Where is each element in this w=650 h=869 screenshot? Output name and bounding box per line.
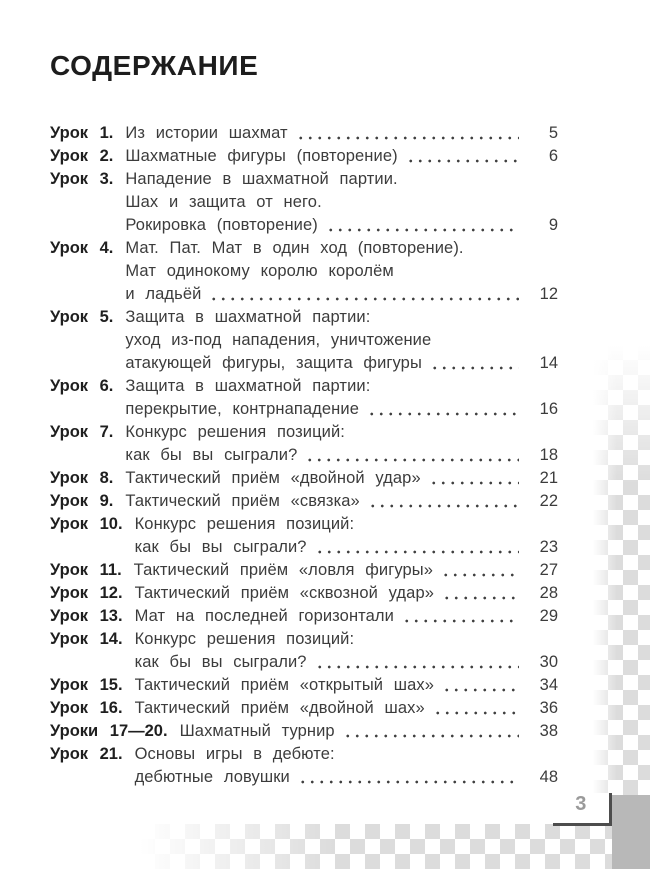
toc-line — [50, 421, 558, 444]
lesson-label: Урок 8. — [50, 469, 114, 487]
page-number: 23 — [539, 538, 558, 556]
lesson-title: Мат одинокому королю королём — [125, 262, 394, 280]
toc-line — [50, 306, 558, 329]
lesson-title: Мат. Пат. Мат в один ход (повторение). — [125, 239, 464, 257]
dot-leader — [296, 134, 519, 142]
toc-entry — [50, 513, 558, 559]
lesson-title: Конкурс решения позиций: — [134, 630, 355, 648]
lesson-title: Тактический приём «открытый шах» — [134, 676, 435, 694]
lesson-title: Шахматные фигуры (повторение) — [125, 147, 398, 165]
page-number: 14 — [539, 354, 558, 372]
lesson-title: Шах и защита от него. — [125, 193, 322, 211]
toc-line — [50, 191, 558, 214]
toc-line — [50, 674, 558, 697]
page-number-tab — [553, 793, 612, 826]
page-number: 29 — [539, 607, 558, 625]
dot-leader — [367, 410, 519, 418]
dot-leader — [209, 295, 519, 303]
toc-line — [50, 260, 558, 283]
page-number: 16 — [539, 400, 558, 418]
lesson-label: Урок 21. — [50, 745, 123, 763]
lesson-title: Защита в шахматной партии: — [125, 308, 371, 326]
lesson-title: и ладьёй — [125, 285, 202, 303]
lesson-title: Защита в шахматной партии: — [125, 377, 371, 395]
lesson-label: Урок 6. — [50, 377, 114, 395]
page-number: 28 — [539, 584, 558, 602]
lesson-label: Урок 9. — [50, 492, 114, 510]
toc-line — [50, 628, 558, 651]
lesson-label: Урок 13. — [50, 607, 123, 625]
toc-line — [50, 536, 558, 559]
lesson-title: Тактический приём «двойной шах» — [134, 699, 425, 717]
checker-strip-bottom — [140, 824, 612, 869]
toc-entry — [50, 237, 558, 306]
toc-line — [50, 375, 558, 398]
checker-fade-left — [140, 824, 335, 869]
lesson-label: Урок 15. — [50, 676, 123, 694]
toc-line — [50, 145, 558, 168]
page-number: 38 — [539, 722, 558, 740]
lesson-label: Урок 7. — [50, 423, 114, 441]
toc-line — [50, 237, 558, 260]
lesson-title: Основы игры в дебюте: — [134, 745, 335, 763]
toc-entry — [50, 375, 558, 421]
toc-line — [50, 122, 558, 145]
lesson-label: Урок 14. — [50, 630, 123, 648]
lesson-title: Тактический приём «двойной удар» — [125, 469, 421, 487]
lesson-title: Мат на последней горизонтали — [134, 607, 394, 625]
lesson-title: Тактический приём «связка» — [125, 492, 360, 510]
toc-entry — [50, 467, 558, 490]
toc-line — [50, 651, 558, 674]
lesson-title: Тактический приём «ловля фигуры» — [133, 561, 434, 579]
dot-leader — [430, 364, 519, 372]
lesson-label: Урок 5. — [50, 308, 114, 326]
toc-line — [50, 766, 558, 789]
checker-strip-right — [593, 345, 650, 795]
dot-leader — [442, 686, 519, 694]
toc-entry — [50, 490, 558, 513]
lesson-label: Урок 11. — [50, 561, 122, 579]
page-number: 22 — [539, 492, 558, 510]
toc-line — [50, 720, 558, 743]
toc-line — [50, 329, 558, 352]
toc-list — [50, 122, 558, 789]
lesson-title: Конкурс решения позиций: — [125, 423, 345, 441]
toc-line — [50, 490, 558, 513]
checker-fade-left — [593, 345, 617, 795]
toc-line — [50, 697, 558, 720]
dot-leader — [406, 157, 519, 165]
toc-line — [50, 559, 558, 582]
lesson-title: Конкурс решения позиций: — [134, 515, 355, 533]
toc-line — [50, 283, 558, 306]
page-title: СОДЕРЖАНИЕ — [50, 50, 259, 81]
lesson-label: Урок 4. — [50, 239, 114, 257]
toc-line — [50, 467, 558, 490]
toc-entry — [50, 697, 558, 720]
toc-entry — [50, 628, 558, 674]
toc-line — [50, 398, 558, 421]
dot-leader — [298, 778, 519, 786]
dot-leader — [402, 617, 519, 625]
page-number: 12 — [539, 285, 558, 303]
toc-line — [50, 214, 558, 237]
lesson-label: Урок 1. — [50, 124, 114, 142]
lesson-title: как бы вы сыграли? — [134, 538, 307, 556]
toc-entry — [50, 559, 558, 582]
lesson-label: Урок 16. — [50, 699, 123, 717]
lesson-label: Урок 12. — [50, 584, 123, 602]
page-number: 9 — [548, 216, 558, 234]
lesson-label: Урок 10. — [50, 515, 123, 533]
lesson-title: дебютные ловушки — [134, 768, 290, 786]
lesson-title: Нападение в шахматной партии. — [125, 170, 398, 188]
dot-leader — [305, 456, 519, 464]
page-number: 30 — [539, 653, 558, 671]
toc-entry — [50, 306, 558, 375]
dot-leader — [368, 502, 519, 510]
dot-leader — [433, 709, 519, 717]
lesson-title: перекрытие, контрнападение — [125, 400, 359, 418]
page-number: 6 — [548, 147, 558, 165]
corner-block — [612, 795, 650, 869]
toc-entry — [50, 168, 558, 237]
lesson-label: Урок 2. — [50, 147, 114, 165]
dot-leader — [315, 663, 519, 671]
lesson-title: Тактический приём «сквозной удар» — [134, 584, 434, 602]
toc-line — [50, 444, 558, 467]
lesson-title: как бы вы сыграли? — [125, 446, 298, 464]
lesson-label: Урок 3. — [50, 170, 114, 188]
toc-entry — [50, 122, 558, 145]
lesson-title: уход из-под нападения, уничтожение — [125, 331, 432, 349]
toc-entry — [50, 743, 558, 789]
dot-leader — [441, 571, 519, 579]
page-number: 5 — [548, 124, 558, 142]
toc-line — [50, 352, 558, 375]
lesson-title: Рокировка (повторение) — [125, 216, 318, 234]
lesson-title: Шахматный турнир — [179, 722, 335, 740]
toc-line — [50, 605, 558, 628]
page-number: 18 — [539, 446, 558, 464]
toc-line — [50, 582, 558, 605]
page-number: 36 — [539, 699, 558, 717]
page-number: 48 — [539, 768, 558, 786]
lesson-title: атакующей фигуры, защита фигуры — [125, 354, 422, 372]
toc-entry — [50, 421, 558, 467]
toc-entry — [50, 145, 558, 168]
page-number: 27 — [539, 561, 558, 579]
toc-entry — [50, 582, 558, 605]
lesson-title: как бы вы сыграли? — [134, 653, 307, 671]
dot-leader — [429, 479, 519, 487]
dot-leader — [315, 548, 519, 556]
toc-entry — [50, 720, 558, 743]
toc-line — [50, 743, 558, 766]
toc-entry — [50, 605, 558, 628]
toc-entry — [50, 674, 558, 697]
page-number: 34 — [539, 676, 558, 694]
dot-leader — [442, 594, 519, 602]
toc-line — [50, 513, 558, 536]
toc-line — [50, 168, 558, 191]
lesson-title: Из истории шахмат — [125, 124, 288, 142]
lesson-label: Уроки 17—20. — [50, 722, 168, 740]
page-number: 21 — [539, 469, 558, 487]
dot-leader — [343, 732, 519, 740]
folio-page-number: 3 — [575, 793, 587, 815]
dot-leader — [326, 226, 519, 234]
